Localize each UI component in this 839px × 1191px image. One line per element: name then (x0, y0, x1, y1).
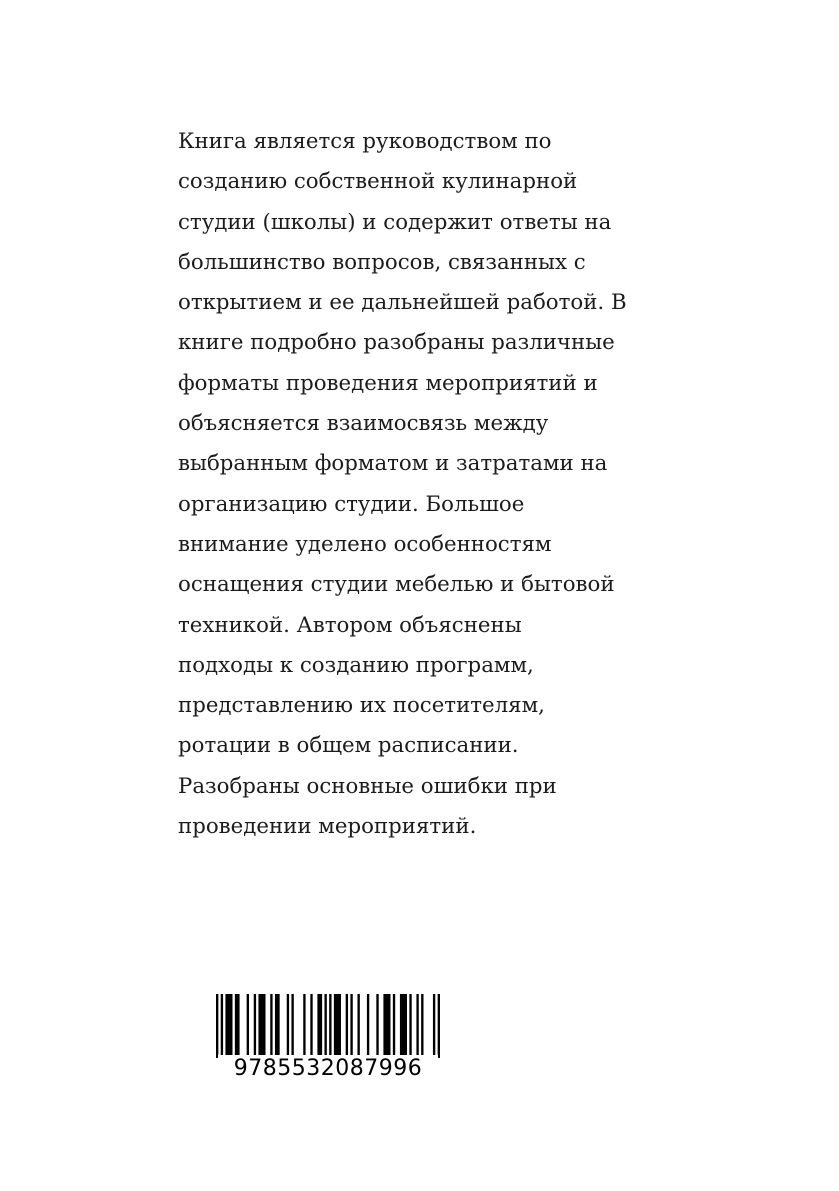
barcode-bar (421, 994, 423, 1058)
barcode-bar (247, 994, 249, 1058)
barcode-bar (287, 994, 289, 1058)
description-line: форматы проведения мероприятий и (178, 370, 598, 396)
barcode-digits: 9785532087996 (218, 1055, 438, 1082)
barcode-bar (270, 994, 272, 1058)
description-line: выбранным форматом и затратами на (178, 451, 608, 477)
description-line: Разобраны основные ошибки при (178, 773, 557, 799)
barcode-bar (291, 994, 293, 1058)
barcode-bar (416, 994, 418, 1058)
description-line: большинство вопросов, связанных с (178, 249, 586, 275)
barcode-bar (310, 994, 312, 1058)
barcode-bar (400, 994, 407, 1058)
barcode-bar (317, 994, 322, 1058)
barcode-bar (367, 994, 369, 1058)
barcode-bar (409, 994, 411, 1058)
barcode-bar (329, 994, 331, 1058)
description-line: созданию собственной кулинарной (178, 169, 578, 195)
description-line: студии (школы) и содержит ответы на (178, 209, 612, 235)
description-line: внимание уделено особенностям (178, 531, 552, 557)
barcode-bar (303, 994, 305, 1058)
description-line: представлению их посетителям, (178, 693, 545, 719)
barcode-bar (346, 994, 348, 1058)
barcode-bar (258, 994, 265, 1058)
description-line: техникой. Автором объяснены (178, 612, 522, 638)
barcode-bar (334, 994, 341, 1058)
barcode-bar (225, 994, 232, 1058)
description-line: подходы к созданию программ, (178, 652, 534, 678)
barcode-bar (357, 994, 359, 1058)
barcode-bar (433, 994, 435, 1058)
barcode-bar (216, 994, 218, 1058)
description-line: ротации в общем расписании. (178, 733, 519, 759)
barcode-bar (376, 994, 378, 1058)
barcode-bar (254, 994, 256, 1058)
barcode-bar (275, 994, 280, 1058)
book-description (178, 122, 648, 847)
description-line: организацию студии. Большое (178, 491, 525, 517)
description-line: Книга является руководством по (178, 129, 552, 154)
barcode-bar (235, 994, 240, 1058)
description-line: проведении мероприятий. (178, 814, 477, 840)
description-line: объясняется взаимосвязь между (178, 411, 549, 437)
barcode-bar (350, 994, 352, 1058)
description-line: открытием и ее дальнейшей работой. В (178, 290, 627, 316)
barcode-bar (393, 994, 395, 1058)
description-line: книге подробно разобраны различные (178, 330, 615, 356)
barcode-icon (216, 994, 440, 1058)
barcode-bar (221, 994, 223, 1058)
barcode-bar (438, 994, 440, 1058)
description-line: оснащения студии мебелью и бытовой (178, 572, 615, 598)
barcode-bar (383, 994, 390, 1058)
barcode-bar (324, 994, 326, 1058)
